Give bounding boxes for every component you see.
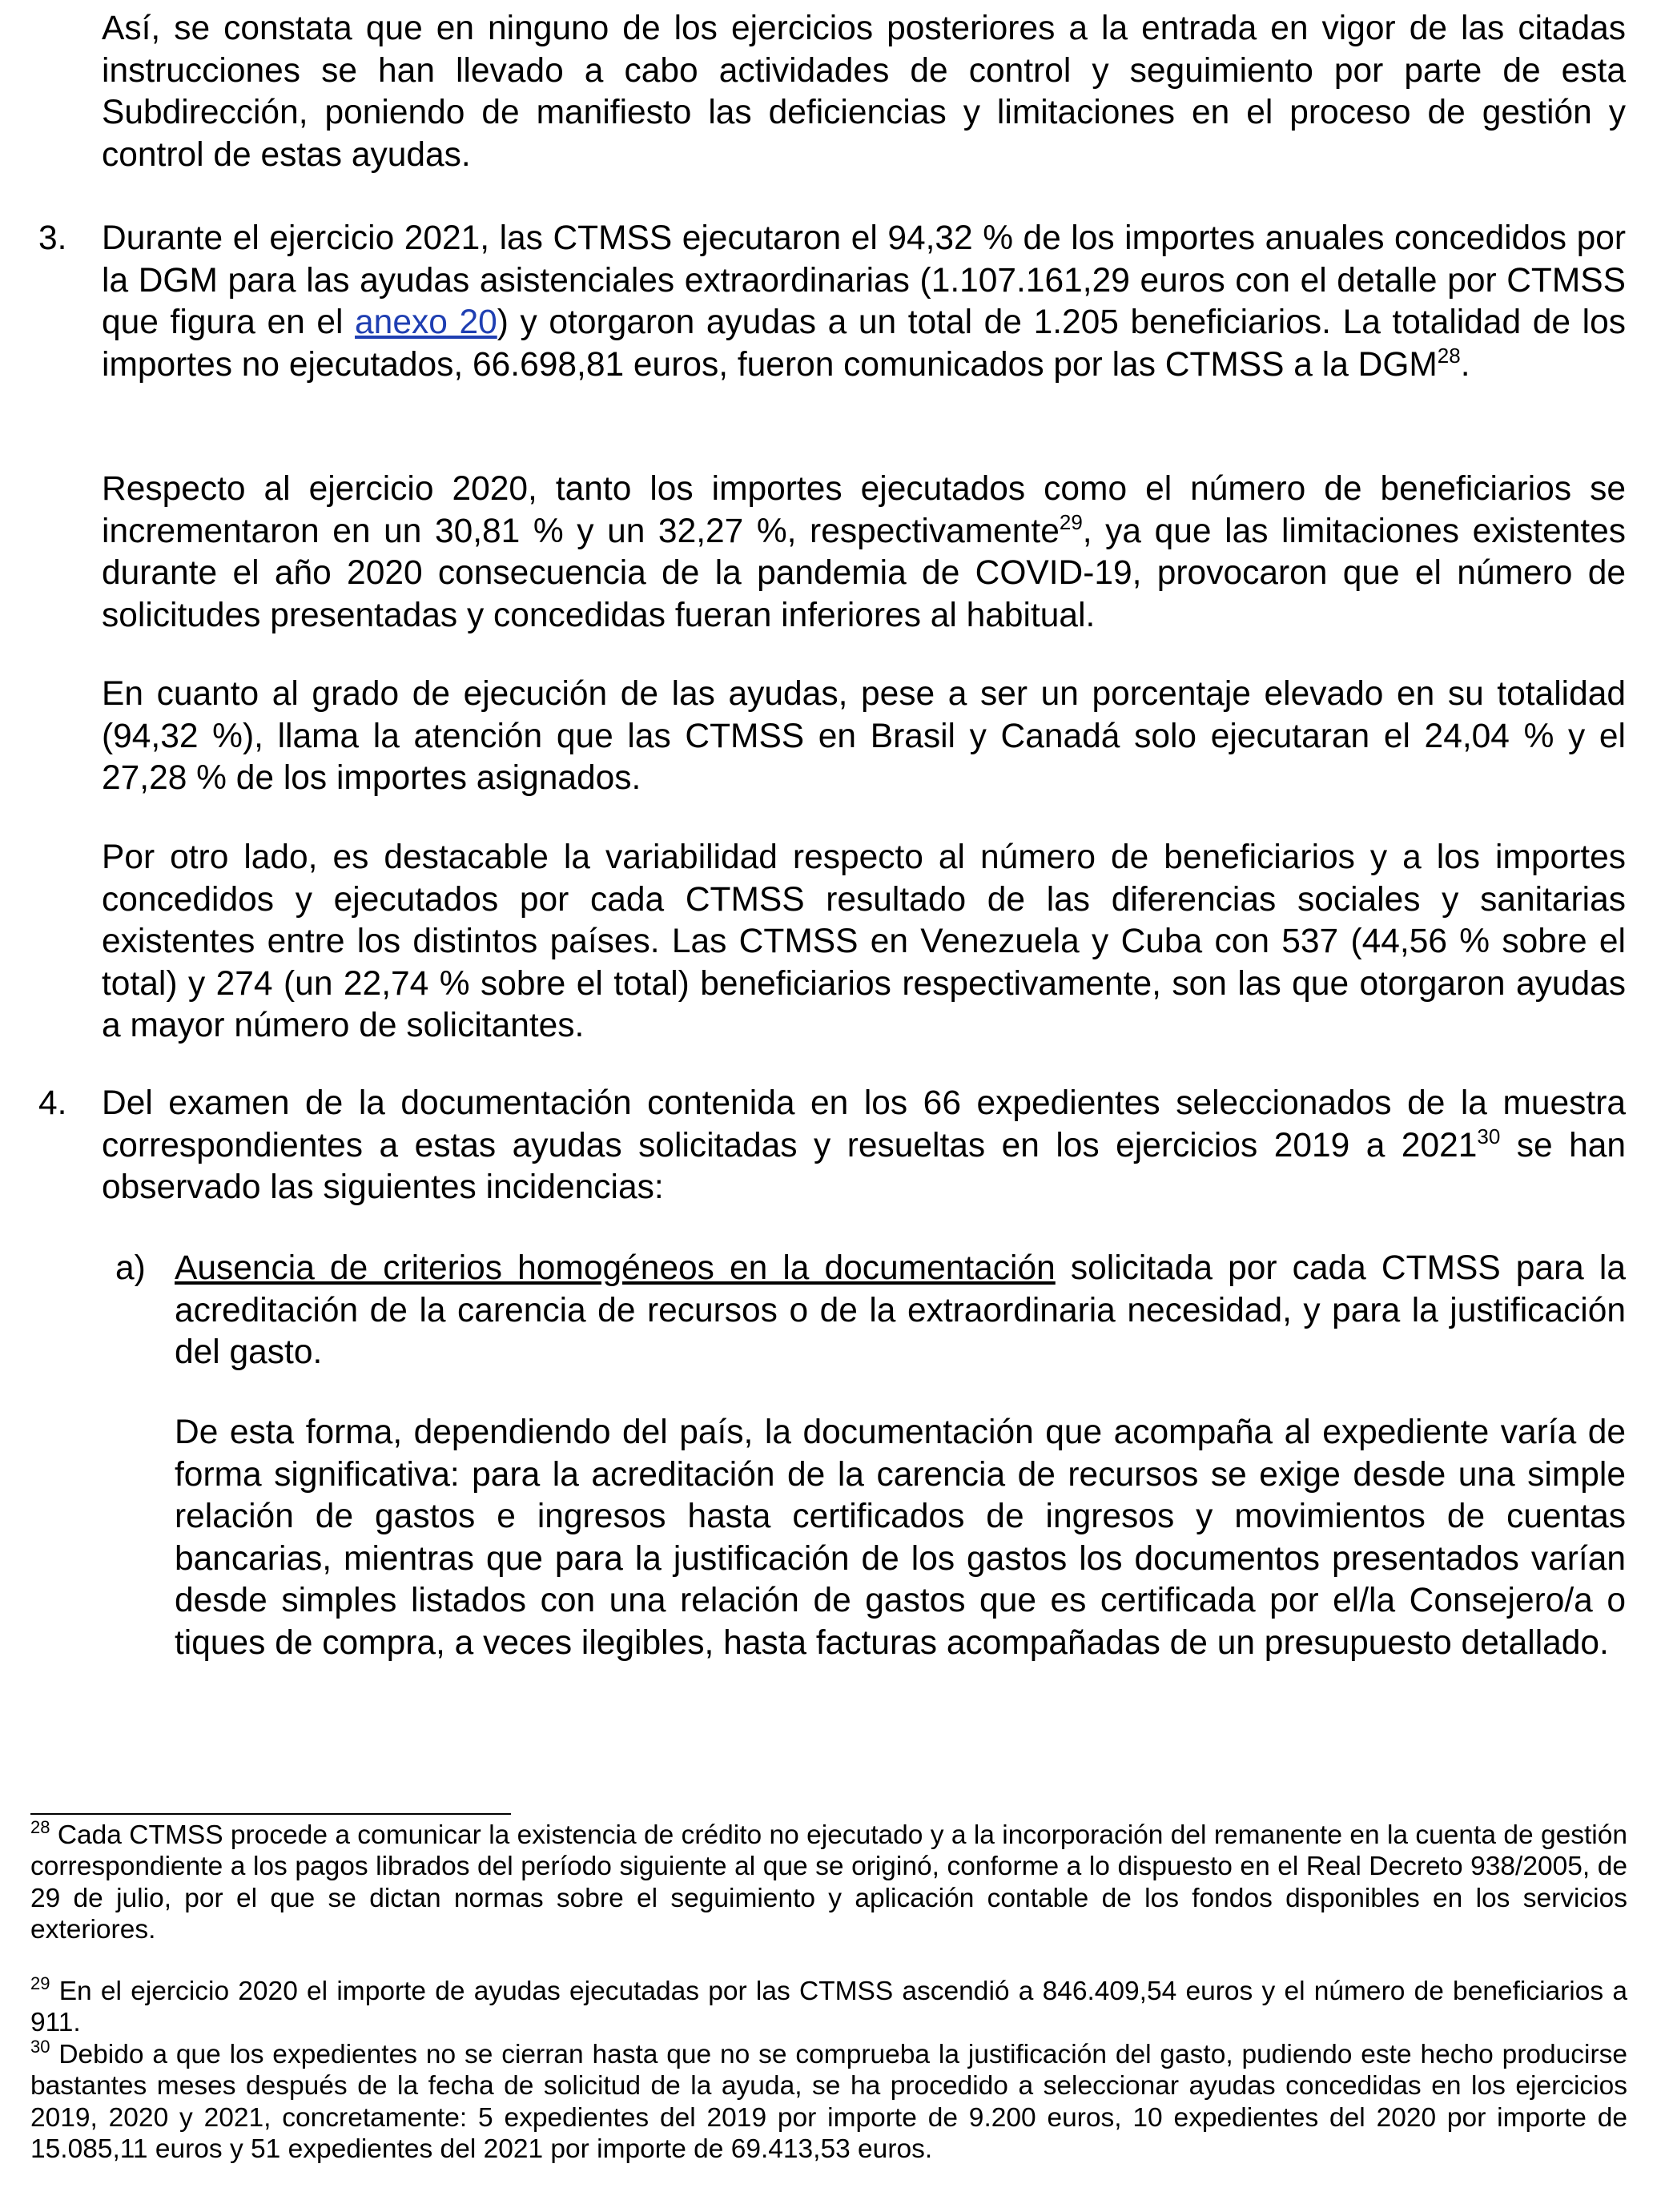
item-4a-paragraph (175, 1248, 1626, 1374)
footnote-number-28: 28 (30, 1816, 50, 1837)
anexo-20-link[interactable]: anexo 20 (355, 304, 497, 341)
paragraph-variabilidad: Por otro lado, es destacable la variabilidad respecto al número de beneficiarios y a los importes concedidos y ejecutados por cada CTMSS resultado de las diferencias sociales y sanitarias existentes entre los distintos países. Las CTMSS en Venezuela y Cuba con 537 (44,56 % sobre el total) y 274 (un 22,74 % sobre el total) beneficiarios respectivamente, son las que otorgaron ayudas a mayor número de solicitantes. (102, 839, 1626, 1044)
item-3-text-cont: ) y otorgaron ayudas a un total de 1.205 beneficiarios. La totalidad de los importes no ejecutados, 66.698,81 euros, fueron comunicados por las CTMSS a la DGM (102, 304, 1626, 384)
paragraph-de-esta-forma: De esta forma, dependiendo del país, la documentación que acompaña al expediente varía de forma significativa: para la acreditación de la carencia de recursos se exige desde una simple relación de gastos e ingresos hasta certificados de ingresos y movimientos de cuentas bancarias, mientras que para la justificación de los gastos los documentos presentados varían desde simples listados con una relación de gastos que es certificada por el/la Consejero/a o tiques de compra, a veces ilegibles, hasta facturas acompañadas de un presupuesto detallado. (175, 1414, 1626, 1662)
item-3-text-end: . (1460, 345, 1470, 384)
item-letter-a: a) (115, 1249, 146, 1287)
footnote-number-29: 29 (30, 1973, 50, 1993)
footnote-29-text: En el ejercicio 2020 el importe de ayudas ejecutadas por las CTMSS ascendió a 846.409,54 euros y el número de beneficiarios a 911. (30, 1977, 1627, 2038)
item-4a-text: solicitada por cada CTMSS para la acreditación de la carencia de recursos o de la extraordinaria necesidad, y para la justificación del gasto. (175, 1249, 1626, 1371)
footnote-ref-30[interactable]: 30 (1477, 1124, 1501, 1148)
item-number-3: 3. (38, 219, 67, 257)
footnote-ref-28[interactable]: 28 (1437, 343, 1461, 368)
footnote-ref-29[interactable]: 29 (1059, 509, 1083, 534)
item-4a-underlined-heading: Ausencia de criterios homogéneos en la documentación (175, 1249, 1056, 1287)
footnote-number-30: 30 (30, 2036, 50, 2057)
footnote-29 (30, 1973, 1627, 2039)
item-4-text: Del examen de la documentación contenida en los 66 expedientes seleccionados de la muestra correspondientes a estas ayudas solicitadas y resueltas en los ejercicios 2019 a 2021 (102, 1084, 1626, 1164)
item-3-text: Durante el ejercicio 2021, las CTMSS ejecutaron el 94,32 % de los importes anuales concedidos por la DGM para las ayudas asistenciales extraordinarias (1.107.161,29 euros con el detalle por CTMSS que figura en el (102, 219, 1626, 341)
item-3-paragraph (102, 218, 1626, 386)
paragraph-2020-text: Respecto al ejercicio 2020, tanto los importes ejecutados como el número de beneficiarios se incrementaron en un 30,81 % y un 32,27 %, respectivamente (102, 470, 1626, 550)
item-4-text-cont: se han observado las siguientes incidencias: (102, 1126, 1626, 1206)
paragraph-grado-ejecucion: En cuanto al grado de ejecución de las ayudas, pese a ser un porcentaje elevado en su totalidad (94,32 %), llama la atención que las CTMSS en Brasil y Canadá solo ejecutaran el 24,04 % y el 27,28 % de los importes asignados. (102, 675, 1626, 797)
footnote-separator (30, 1813, 511, 1815)
paragraph-2020-text-cont: , ya que las limitaciones existentes durante el año 2020 consecuencia de la pandemia de COVID-19, provocaron que el número de solicitudes presentadas y concedidas fueran inferiores al habitual. (102, 512, 1626, 634)
paragraph-2020 (102, 469, 1626, 637)
footnote-30-text: Debido a que los expedientes no se cierran hasta que no se comprueba la justificación del gasto, pudiendo este hecho producirse bastantes meses después de la fecha de solicitud de la ayuda, se ha procedido a seleccionar ayudas concedidas en los ejercicios 2019, 2020 y 2021, concretamente: 5 expedientes del 2019 por importe de 9.200 euros, 10 expedientes del 2020 por importe de 15.085,11 euros y 51 expedientes del 2021 por importe de 69.413,53 euros. (30, 2040, 1627, 2164)
item-4-paragraph (102, 1083, 1626, 1209)
intro-paragraph: Así, se constata que en ninguno de los ejercicios posteriores a la entrada en vigor de las citadas instrucciones se han llevado a cabo actividades de control y seguimiento por parte de esta Subdirección, poniendo de manifiesto las deficiencias y limitaciones en el proceso de gestión y control de estas ayudas. (102, 10, 1626, 174)
footnote-30 (30, 2036, 1627, 2165)
footnote-28 (30, 1816, 1627, 1945)
footnote-28-text: Cada CTMSS procede a comunicar la existencia de crédito no ejecutado y a la incorporación del remanente en la cuenta de gestión correspondiente a los pagos librados del período siguiente al que se originó, conforme a lo dispuesto en el Real Decreto 938/2005, de 29 de julio, por el que se dictan normas sobre el seguimiento y aplicación contable de los fondos disponibles en los servicios exteriores. (30, 1820, 1627, 1945)
item-number-4: 4. (38, 1084, 67, 1122)
